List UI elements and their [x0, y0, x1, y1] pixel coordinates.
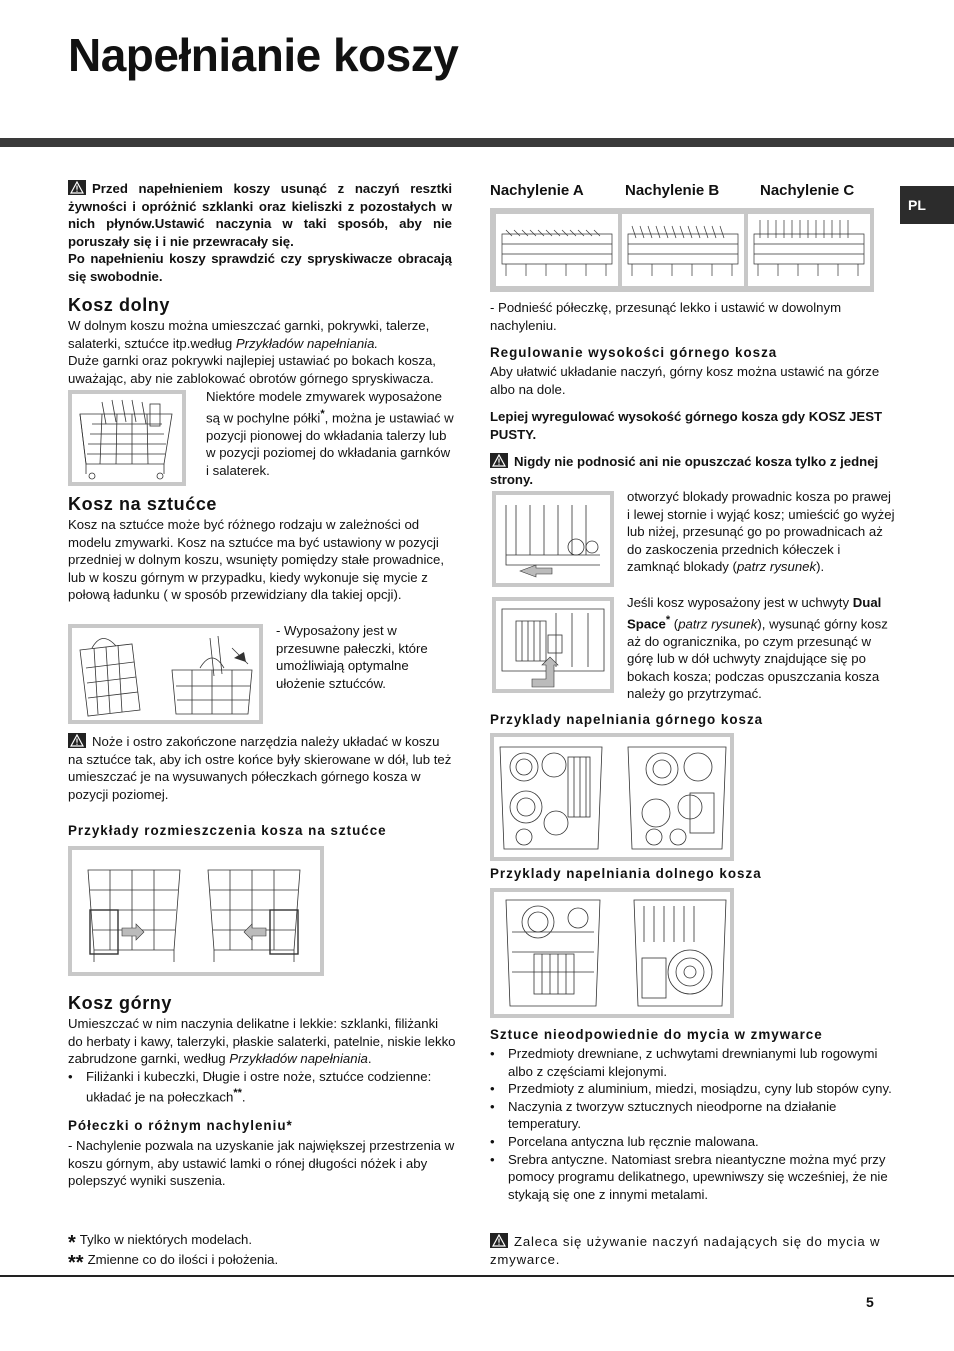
section-heading-kosz-dolny: Kosz dolny	[68, 295, 171, 315]
kosz-gorny-p1-end: .	[367, 1051, 372, 1067]
footnote-2-star: **	[68, 1252, 84, 1274]
dual-space-text-c: ), wysunąć górny kosz aż do ogranicznika, po czym przesunąć w górę lub w dół uchwyty znajdujące się po bokach kosza; podczas opuszczania kosza należy go przytrzymać.	[627, 615, 888, 702]
section-heading-kosz-sztucce: Kosz na sztućce	[68, 494, 218, 514]
unsuitable-heading: Sztuce nieodpowiednie do mycia w zmywarce	[490, 1027, 823, 1042]
shelves-heading: Półeczki o różnym nachyleniu*	[68, 1118, 293, 1133]
unsuitable-list	[490, 1045, 894, 1203]
warning-icon	[490, 453, 508, 468]
list-item: • Przedmioty z aluminium, miedzi, mosiądzu, cyny lub stopów cyny.	[490, 1080, 894, 1098]
intro-warning	[68, 180, 452, 286]
kosz-sztucce-text: Kosz na sztućce może być różnego rodzaju w zależności od modelu zmywarki. Kosz na sztućce ma być ustawiony w pozycji przedniej w dolnym koszu, wsunięty pomiędzy stałe prowadnice, lub w koszu górnym w przypadku, kiedy wykonuje się mycie z połową ładunku ( w sposób przewidziany dla takiej opcji).	[68, 517, 445, 603]
kosz-dolny-p1: W dolnym koszu można umieszczać garnki, pokrywki, talerze, salaterki, sztućce itp.według	[68, 318, 430, 351]
section-heading-kosz-gorny: Kosz górny	[68, 993, 173, 1013]
page-number: 5	[866, 1294, 874, 1310]
upper-examples-figure	[490, 733, 734, 861]
kosz-gorny-bullet-star: **	[233, 1087, 242, 1100]
footnote-1-star: *	[68, 1232, 76, 1254]
tilt-shelves-figure	[490, 208, 874, 292]
upper-examples-heading: Przyklady napelniania górnego kosza	[490, 712, 764, 727]
kosz-dolny-text	[68, 317, 458, 387]
warning-icon	[68, 733, 86, 748]
lower-basket-figure	[68, 390, 186, 486]
tilt-text: - Podnieść półeczkę, przesunąć lekko i ustawić w dowolnym nachyleniu.	[490, 300, 842, 333]
lower-examples-heading: Przyklady napelniania dolnego kosza	[490, 866, 762, 881]
list-item: • Srebra antyczne. Natomiast srebra nieantyczne można myć przy pomocy programu delikatnego, upewniwszy się wcześniej, że nie stykają się one z innymi metalami.	[490, 1151, 894, 1204]
height-text: Aby ułatwić układanie naczyń, górny kosz można ustawić na górze albo na dole.	[490, 364, 880, 397]
kosz-dolny-p1-italic: Przykładów napełniania.	[235, 335, 379, 351]
language-tab: PL	[900, 186, 954, 224]
knives-warning-text: Noże i ostro zakończone narzędzia należy układać w koszu na sztućce tak, aby ich ostre końce były skierowane w dół, lub też umieszczać je na wysuwanych półeczkach górnego kosza w pozycji poziomej.	[68, 734, 452, 802]
shelves-text: - Nachylenie pozwala na uzyskanie jak największej przestrzenia w koszu górnym, aby ustawić lamki o rónej długości nóżek i aby polepszyć wyniki suszenia.	[68, 1138, 455, 1189]
cutlery-examples-heading: Przykłady rozmieszczenia kosza na sztućce	[68, 823, 387, 838]
dual-space-text-b: (	[670, 615, 679, 631]
unsuitable-list-container	[490, 1045, 894, 1203]
lower-examples-figure	[490, 888, 734, 1018]
shelf-desc-a: Niektóre modele zmywarek wyposażone są w pochylne półki	[206, 389, 443, 425]
dual-space-figure	[492, 597, 614, 693]
list-item: • Przedmioty drewniane, z uchwytami drewnianymi lub rogowymi albo z częściami klejonymi.	[490, 1045, 894, 1080]
tilt-a-label: Nachylenie A	[490, 182, 584, 199]
kosz-gorny-list	[68, 1068, 456, 1107]
height-heading: Regulowanie wysokości górnego kosza	[490, 345, 778, 360]
footnote-2	[68, 1252, 278, 1275]
kosz-dolny-p2: Duże garnki oraz pokrywki najlepiej ustawiać po bokach kosza, uważając, aby nie zablokować obrotów górnego spryskiwacza.	[68, 353, 436, 386]
dual-space-bold: Dual Space	[627, 595, 882, 631]
shelf-description	[206, 388, 454, 479]
list-item: • Naczynia z tworzyw sztucznych nieodporne na działanie temperatury.	[490, 1098, 894, 1133]
dual-space-italic: patrz rysunek	[678, 615, 758, 631]
basket-lock-text-a: otworzyć blokady prowadnic kosza po prawej i lewej stornie i wyjąć kosz; umieścić go wyżej lub niżej, przesunąć go po prowadnicach aż do zaskoczenia przednich kółeczek i zamknąć blokady (	[627, 489, 895, 575]
dual-space-text	[627, 594, 895, 703]
basket-lock-figure	[492, 491, 614, 587]
warning-icon	[68, 180, 86, 195]
side-warning-text: Nigdy nie podnosić ani nie opuszczać kosza tylko z jednej strony.	[490, 454, 879, 487]
header-rule	[0, 138, 954, 147]
footnote-2-text: Zmienne co do ilości i położenia.	[87, 1252, 279, 1267]
cutlery-basket-figure	[68, 624, 263, 724]
list-item: • Porcelana antyczna lub ręcznie malowana.	[490, 1133, 894, 1151]
shelf-desc-star: *	[320, 407, 325, 420]
intro-spray-text: Po napełnieniu koszy sprawdzić czy spryskiwacze obracają się swobodnie.	[68, 251, 452, 284]
cutlery-examples-figure	[68, 846, 324, 976]
basket-lock-text	[627, 488, 895, 576]
list-item	[68, 1068, 456, 1107]
kosz-gorny-p1: Umieszczać w nim naczynia delikatne i lekkie: szklanki, filiżanki do herbaty i kawy, talerzyki, płaskie salaterki, patelnie, niskie lekko zabrudzone garnki, według	[68, 1016, 456, 1067]
final-warning-text: Zaleca się używanie naczyń nadających się do mycia w zmywarce.	[490, 1234, 881, 1267]
tilt-b-label: Nachylenie B	[625, 182, 720, 199]
dual-space-text-a: Jeśli kosz wyposażony jest w uchwyty	[627, 595, 853, 610]
warning-icon	[490, 1233, 508, 1248]
page-title: Napełnianie koszy	[68, 29, 459, 81]
kosz-gorny-text	[68, 1015, 456, 1106]
kosz-gorny-bullet: Filiżanki i kubeczki, Długie i ostre noże, sztućce codzienne: układać je na połeczkach	[86, 1068, 432, 1105]
side-warning	[490, 453, 880, 488]
dual-space-star: *	[665, 613, 671, 626]
tilt-c-label: Nachylenie C	[760, 182, 855, 199]
knives-warning	[68, 733, 456, 803]
shelf-desc-b: , można je ustawiać w pozycji pionowej do wkładania talerzy lub w pozycji poziomej do wkładania garnków i salaterek.	[206, 409, 454, 478]
footnote-1-text: Tylko w niektórych modelach.	[79, 1232, 253, 1247]
footer-rule	[0, 1275, 954, 1277]
final-warning	[490, 1233, 890, 1268]
cutlery-figure-text: - Wyposażony jest w przesuwne pałeczki, które umożliwiają optymalne ułożenie sztućców.	[276, 623, 428, 691]
kosz-gorny-bullet-end: .	[241, 1089, 246, 1105]
basket-lock-text-end: ).	[816, 559, 825, 575]
height-bold-text: Lepiej wyregulować wysokość górnego kosza gdy KOSZ JEST PUSTY.	[490, 409, 883, 442]
intro-warning-text: Przed napełnieniem koszy usunąć z naczyń resztki żywności i opróżnić szklanki oraz kieliszki z pozostałych w nich płynów.Ustawić naczynia w taki sposób, aby nie poruszały się i i nie przewracały się.	[68, 181, 452, 249]
basket-lock-text-italic: patrz rysunek	[736, 559, 817, 575]
kosz-gorny-p1-italic: Przykładów napełniania	[229, 1051, 368, 1067]
